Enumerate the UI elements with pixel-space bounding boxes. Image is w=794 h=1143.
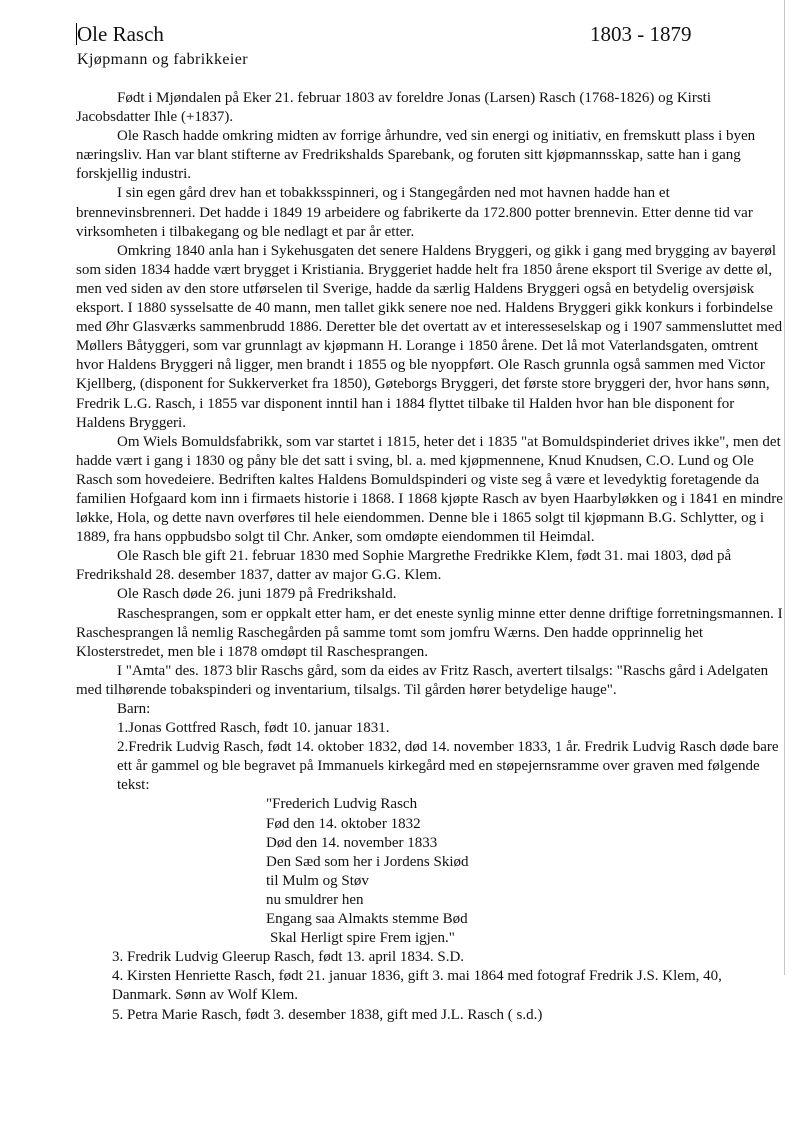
inscription-line: "Frederich Ludvig Rasch [266, 796, 418, 813]
child-item-2: 2.Fredrik Ludvig Rasch, født 14. oktober 1832, død 14. november 1833, 1 år. Fredrik Ludvig Rasch døde bare ett år gammel og ble begravet på Immanuels kirkegård med en støpejernsramme over graven med følgende tekst: [117, 739, 779, 794]
paragraph-amta: I "Amta" des. 1873 blir Raschs gård, som da eides av Fritz Rasch, avertert tilsalgs: "Raschs gård i Adelgaten med tilhørende tobakspinderi og inventarium, tilsalgs. Til gården hører betydelige hauge". [76, 662, 769, 698]
paragraph-raschesprangen: Raschesprangen, som er oppkalt etter ham, er det eneste synlig minne etter denne driftige forretningsmannen. I Raschesprangen lå nemlig Raschegården på samme tomt som jomfru Wærns. Den hadde opprinnelig het Klosterstredet, men ble i 1878 omdøpt til Raschesprangen. [76, 605, 783, 660]
paragraph-distillery: I sin egen gård drev han et tobakksspinneri, og i Stangegården ned mot havnen hadde han et brennevinsbrenneri. Det hadde i 1849 19 arbeidere og fabrikerte da 172.800 potter brennevin. Etter denne tid var virksomheten i tilbakegang og ble nedlagt et par år etter. [76, 185, 753, 240]
inscription-line: Skal Herligt spire Frem igjen." [270, 930, 455, 947]
paragraph-brewery: Omkring 1840 anla han i Sykehusgaten det senere Haldens Bryggeri, og gikk i gang med brygging av bayerøl som siden 1834 hadde vært brygget i Kristiania. Bryggeriet hadde helt fra 1850 årene eksport til Sverige av dette øl, men ved siden av den store utførselen til Sverige, hadde da særlig Haldens Bryggeri også en betydelig oversjøisk eksport. I 1880 sysselsatte de 40 mann, men tallet gikk senere noe ned. Haldens Bryggeri gikk konkurs i forbindelse med Øhr Glasværks sammenbrudd 1886. Deretter ble det overtatt av et interesseselskap og i 1907 sammensluttet med Møllers Båtyggeri, som var grunnlagt av kjøpmann H. Lorange i 1850 årene. Det lå mot Vaterlandsgaten, omtrent hvor Haldens Bryggeri nå ligger, men brandt i 1855 og ble nyoppført. Ole Rasch grunnla også sammen med Victor Kjellberg, (disponent for Sukkerverket fra 1850), Gøteborgs Bryggeri, det første store bryggeri der, hvor hans sønn, Fredrik L.G. Rasch, i 1855 var disponent inntil han i 1884 flyttet tilbake til Halden hvor han ble disponent for Haldens Bryggeri. [76, 242, 783, 431]
child-item-5: 5. Petra Marie Rasch, født 3. desember 1838, gift med J.L. Rasch ( s.d.) [112, 1006, 543, 1023]
page-title: Ole Rasch [77, 22, 164, 46]
paragraph-career: Ole Rasch hadde omkring midten av forrige århundre, ved sin energi og initiativ, en fremskutt plass i byen næringsliv. Han var blant stifterne av Fredrikshalds Sparebank, og foruten sitt kjøpmannsskap, satte han i gang forskjellig industri. [76, 128, 756, 183]
inscription-line: Fød den 14. oktober 1832 [266, 815, 421, 832]
inscription-line: nu smuldrer hen [266, 891, 364, 908]
inscription-line: Den Sæd som her i Jordens Skiød [266, 853, 469, 870]
paragraph-death: Ole Rasch døde 26. juni 1879 på Fredrikshald. [117, 586, 397, 603]
life-years: 1803 - 1879 [590, 22, 692, 46]
child-item-1: 1.Jonas Gottfred Rasch, født 10. januar 1831. [117, 720, 390, 737]
page-subtitle: Kjøpmann og fabrikkeier [77, 51, 248, 68]
inscription-line: til Mulm og Støv [266, 872, 369, 889]
paragraph-cotton-mill: Om Wiels Bomuldsfabrikk, som var startet i 1815, heter det i 1835 "at Bomuldspinderiet drives ikke", men det hadde vært i gang i 1830 og påny ble det satt i sving, bl. a. med kjøpmennene, Knud Knudsen, C.O. Lund og Ole Rasch som hovedeiere. Bedriften kaltes Haldens Bomuldspinderi og viste seg å være et levedyktig foretagende da familien Hofgaard kom inn i firmaets historie i 1868. I 1868 kjøpte Rasch av byen Haarbyløkken og i 1841 en mindre løkke, Hola, og dette navn overføres til hele eiendommen. Denne ble i 1865 solgt til kjøpmann B.G. Schlytter, og i 1889, fra hans oppbudsbo solgt til Chr. Anker, som omdøpte eiendommen til Heimdal. [76, 433, 783, 546]
page-edge-line [784, 0, 785, 975]
inscription-line: Død den 14. november 1833 [266, 834, 438, 851]
children-heading: Barn: [117, 701, 151, 717]
child-item-4: 4. Kirsten Henriette Rasch, født 21. januar 1836, gift 3. mai 1864 med fotograf Fredrik J.S. Klem, 40, Danmark. Sønn av Wolf Klem. [112, 968, 722, 1004]
inscription-line: Engang saa Almakts stemme Bød [266, 911, 468, 928]
paragraph-marriage: Ole Rasch ble gift 21. februar 1830 med Sophie Margrethe Fredrikke Klem, født 31. mai 1803, død på Fredrikshald 28. desember 1837, datter av major G.G. Klem. [76, 548, 732, 584]
document-body [76, 89, 784, 1025]
grave-inscription [76, 795, 784, 948]
child-item-3: 3. Fredrik Ludvig Gleerup Rasch, født 13. april 1834. S.D. [112, 949, 465, 966]
paragraph-birth: Født i Mjøndalen på Eker 21. februar 1803 av foreldre Jonas (Larsen) Rasch (1768-1826) og Kirsti Jacobsdatter Ihle (+1837). [76, 90, 712, 126]
